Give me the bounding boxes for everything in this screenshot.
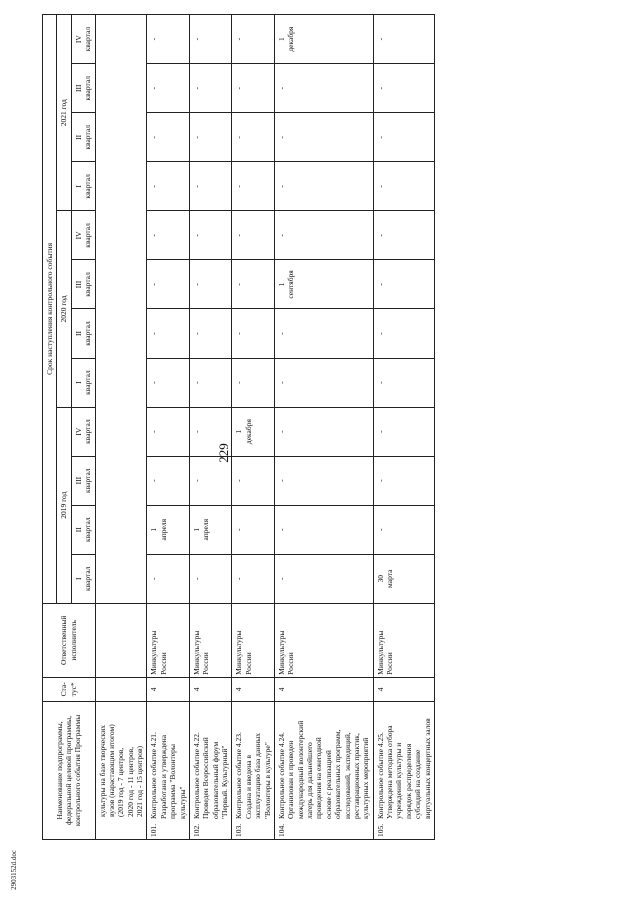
quarter-cell: - (373, 113, 434, 162)
header-quarter: II квартал (71, 113, 95, 162)
quarter-cell: - (232, 113, 275, 162)
quarter-cell: - (373, 505, 434, 554)
table-sheet (42, 14, 624, 840)
event-name-cell (189, 701, 232, 839)
event-name-cell (232, 701, 275, 839)
quarter-cell: 1 декабря (232, 407, 275, 456)
quarter-cell: - (147, 162, 190, 211)
executor-cell: Минкультуры России (147, 603, 190, 677)
quarter-cell: - (147, 456, 190, 505)
quarter-cell: 1 апреля (147, 505, 190, 554)
quarter-cell: - (147, 309, 190, 358)
empty-cell (95, 677, 147, 701)
file-note (6, 840, 22, 900)
quarter-cell: - (373, 260, 434, 309)
quarter-cell: 1 сентября (274, 260, 373, 309)
quarter-cell: - (274, 64, 373, 113)
row-number: 101. (149, 823, 159, 837)
quarter-cell: - (232, 64, 275, 113)
quarter-cell: - (232, 554, 275, 603)
quarter-cell: - (147, 358, 190, 407)
event-name-cell (373, 701, 434, 839)
table-container (42, 14, 640, 837)
quarter-cell: - (274, 113, 373, 162)
executor-cell: Минкультуры России (189, 603, 232, 677)
header-status: Ста- тус* (43, 677, 96, 701)
continuation-text: культуры на базе творческих вузов (нарастающим итогом) (2019 год - 7 центров, 2020 год - 11 центров, 2021 год - 15 центров) (95, 701, 147, 839)
table-row (373, 15, 434, 840)
event-name: Контрольное событие 4.21. Разработана и утверждена программа "Волонтеры культуры" (149, 732, 187, 819)
status-cell: 4 (373, 677, 434, 701)
header-quarter: II квартал (71, 505, 95, 554)
status-cell: 4 (232, 677, 275, 701)
row-number: 103. (234, 823, 244, 837)
quarter-cell: - (189, 64, 232, 113)
table-row (189, 15, 232, 840)
quarter-cell: - (147, 554, 190, 603)
table-row (147, 15, 190, 840)
quarter-cell: - (274, 309, 373, 358)
header-quarter: III квартал (71, 260, 95, 309)
header-quarter: III квартал (71, 64, 95, 113)
quarter-cell: - (274, 358, 373, 407)
quarter-cell: 1 декабря (274, 15, 373, 64)
status-cell: 4 (274, 677, 373, 701)
quarter-cell: - (232, 162, 275, 211)
quarter-cell: - (373, 309, 434, 358)
control-events-table (42, 14, 435, 840)
quarter-cell: - (232, 309, 275, 358)
table-row (274, 15, 373, 840)
header-quarter: IV квартал (71, 15, 95, 64)
quarter-cell: - (232, 505, 275, 554)
header-year-2021: 2021 год (57, 15, 71, 211)
quarter-cell: - (189, 15, 232, 64)
quarter-cell: - (232, 260, 275, 309)
header-year-2019: 2019 год (57, 407, 71, 603)
quarter-cell: - (189, 113, 232, 162)
header-quarter: III квартал (71, 456, 95, 505)
status-cell: 4 (189, 677, 232, 701)
quarter-cell: - (274, 162, 373, 211)
executor-cell: Минкультуры России (232, 603, 275, 677)
header-quarter: I квартал (71, 554, 95, 603)
file-note-text: 2903152d.doc (10, 850, 18, 890)
header-quarter: I квартал (71, 162, 95, 211)
header-timeline: Срок наступления контрольного события (43, 15, 57, 604)
quarter-cell: - (274, 456, 373, 505)
quarter-cell: - (232, 456, 275, 505)
quarter-cell: - (274, 407, 373, 456)
event-name-cell (274, 701, 373, 839)
page-number: 229 (216, 443, 231, 463)
quarter-cell: - (147, 64, 190, 113)
event-name: Контрольное событие 4.25. Утверждена методика отбора учреждений культуры и порядок распределения субсидий на создание виртуальных концертных залов (375, 718, 432, 819)
table-row (232, 15, 275, 840)
quarter-cell: - (232, 211, 275, 260)
quarter-cell: - (189, 456, 232, 505)
quarter-cell: - (373, 15, 434, 64)
quarter-cell: - (189, 309, 232, 358)
quarter-cell: 1 апреля (189, 505, 232, 554)
header-name: Наименование подпрограммы, федеральной целевой программы, контрольного события Программы (43, 701, 96, 839)
quarter-cell: - (373, 407, 434, 456)
quarter-cell: - (147, 407, 190, 456)
executor-cell: Минкультуры России (274, 603, 373, 677)
header-year-2020: 2020 год (57, 211, 71, 407)
quarter-cell: - (189, 554, 232, 603)
header-quarter: IV квартал (71, 211, 95, 260)
header-quarter: IV квартал (71, 407, 95, 456)
continuation-row (95, 15, 147, 840)
row-number: 102. (191, 823, 201, 837)
header-quarter: I квартал (71, 358, 95, 407)
quarter-cell: - (147, 260, 190, 309)
quarter-cell: - (147, 211, 190, 260)
quarter-cell: - (274, 554, 373, 603)
quarter-cell: - (147, 15, 190, 64)
empty-cell (95, 603, 147, 677)
quarter-cell: - (189, 260, 232, 309)
event-name: Контрольное событие 4.23. Создана и введена в эксплуатацию база данных "Волонтеры в культуре" (234, 732, 272, 819)
table-body (95, 15, 434, 840)
quarter-cell: - (189, 162, 232, 211)
quarter-cell: - (232, 358, 275, 407)
quarter-cell: - (189, 407, 232, 456)
header-executor: Ответственный исполнитель (43, 603, 96, 677)
quarter-cell: - (373, 358, 434, 407)
empty-cell (95, 15, 147, 604)
quarter-cell: - (189, 358, 232, 407)
quarter-cell: - (373, 64, 434, 113)
status-cell: 4 (147, 677, 190, 701)
event-name: Контрольное событие 4.22. Проведен Всероссийский образовательный форум "Первый. Культурный" (191, 732, 229, 819)
executor-cell: Минкультуры России (373, 603, 434, 677)
quarter-cell: - (232, 15, 275, 64)
quarter-cell: - (147, 113, 190, 162)
quarter-cell: - (373, 456, 434, 505)
row-number: 104. (276, 823, 286, 837)
event-name-cell (147, 701, 190, 839)
quarter-cell: - (373, 162, 434, 211)
quarter-cell: - (189, 211, 232, 260)
quarter-cell: - (274, 505, 373, 554)
quarter-cell: 30 марта (373, 554, 434, 603)
quarter-cell: - (373, 211, 434, 260)
quarter-cell: - (274, 211, 373, 260)
row-number: 105. (375, 823, 385, 837)
header-quarter: II квартал (71, 309, 95, 358)
event-name: Контрольное событие 4.24. Организован и проведен международный волонтерский лагерь для дальнейшего проведения на ежегодной основе с реализацией образовательных программ, исследований, экспедиций, реставрационных практик, культурных мероприятий (276, 720, 371, 819)
